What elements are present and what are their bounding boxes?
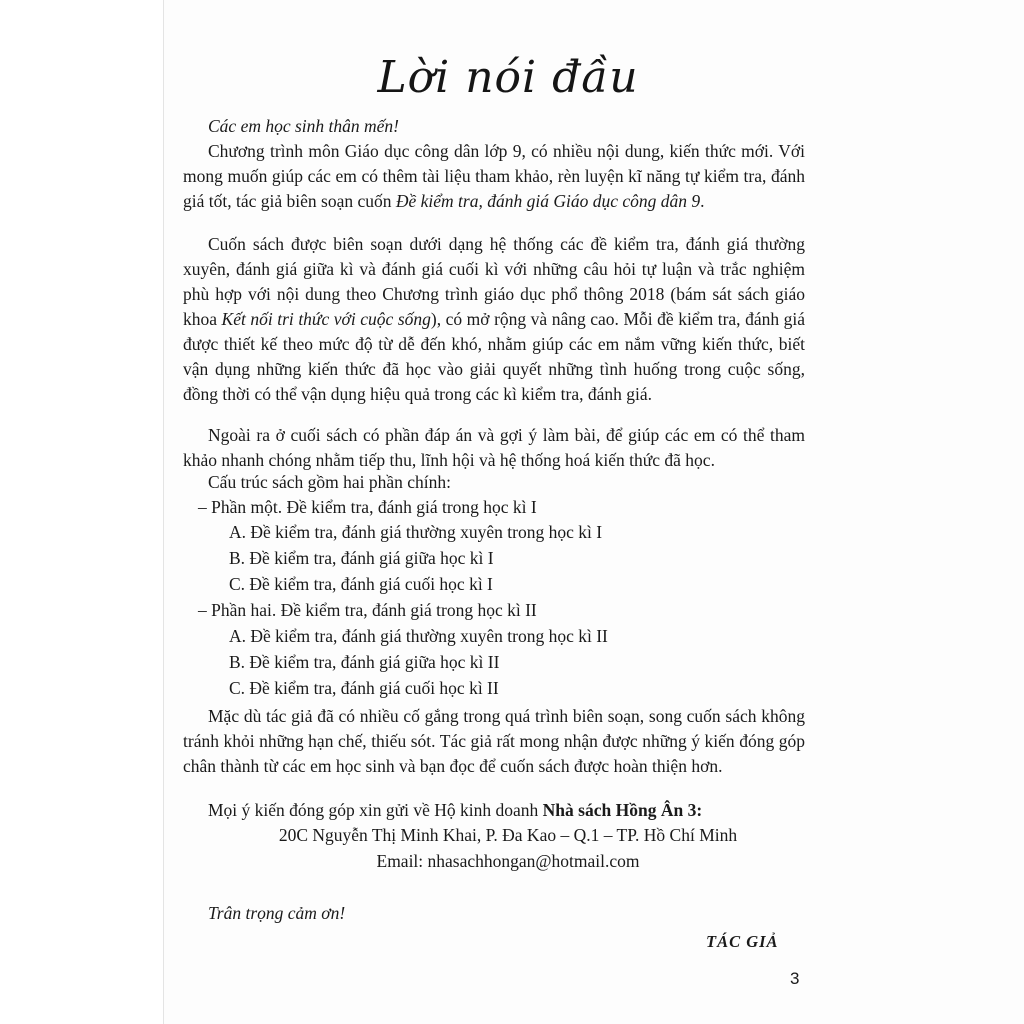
paragraph-description-rest: ), có mở rộng và nâng cao. Mỗi đề kiểm tra, đánh giá được thiết kế theo mức độ từ dễ đến khó, nhằm giúp các em nắm vững kiến thức, biết vận dụng những kiến thức đã học vào giải quyết những tình huống trong cuộc sống, đồng thời có thể vận dụng hiệu quả trong các kì kiểm tra, đánh giá. (183, 309, 805, 404)
part-one-item: C. Đề kiểm tra, đánh giá cuối học kì I (229, 574, 493, 594)
contact-line (208, 800, 702, 821)
series-title: Kết nối tri thức với cuộc sống (221, 309, 431, 329)
part-one-heading: – Phần một. Đề kiểm tra, đánh giá trong học kì I (198, 497, 537, 517)
paragraph-description-text: Cuốn sách được biên soạn dưới dạng hệ thống các đề kiểm tra, đánh giá thường xuyên, đánh giá giữa kì và đánh giá cuối kì với những câu hỏi tự luận và trắc nghiệm phù hợp với nội dung theo Chương trình giáo dục phổ thông 2018 (bám sát sách giáo khoa (183, 234, 805, 329)
closing-line: Trân trọng cảm ơn! (208, 903, 346, 923)
paragraph-acknowledgement: Mặc dù tác giả đã có nhiều cố gắng trong quá trình biên soạn, song cuốn sách không tránh khỏi những hạn chế, thiếu sót. Tác giả rất mong nhận được những ý kiến đóng góp chân thành từ các em học sinh và bạn đọc để cuốn sách được hoàn thiện hơn. (183, 706, 805, 776)
part-two-heading: – Phần hai. Đề kiểm tra, đánh giá trong học kì II (198, 600, 537, 620)
paragraph-answers: Ngoài ra ở cuối sách có phần đáp án và gợi ý làm bài, để giúp các em có thể tham khảo nhanh chóng nhằm tiếp thu, lĩnh hội và hệ thống hoá kiến thức đã học. (183, 425, 805, 470)
publisher-name: Nhà sách Hồng Ân 3 (542, 800, 697, 820)
greeting: Các em học sinh thân mến! (208, 116, 400, 136)
part-two-item: C. Đề kiểm tra, đánh giá cuối học kì II (229, 678, 499, 698)
page-title: Lời nói đầu (377, 52, 639, 103)
publisher-address: 20C Nguyễn Thị Minh Khai, P. Đa Kao – Q.1 – TP. Hồ Chí Minh (278, 825, 738, 845)
paragraph-intro-end: . (700, 191, 705, 211)
book-title: Đề kiểm tra, đánh giá Giáo dục công dân 9 (395, 191, 701, 211)
paragraph-description (183, 232, 805, 407)
part-one-item: B. Đề kiểm tra, đánh giá giữa học kì I (229, 548, 494, 568)
page-number: 3 (790, 969, 800, 988)
part-two-item: B. Đề kiểm tra, đánh giá giữa học kì II (229, 652, 500, 672)
structure-intro: Cấu trúc sách gồm hai phần chính: (208, 472, 451, 492)
publisher-email: Email: nhasachhongan@hotmail.com (376, 851, 640, 871)
contact-colon: : (696, 800, 703, 820)
contact-intro: Mọi ý kiến đóng góp xin gửi về Hộ kinh doanh (208, 800, 543, 820)
paragraph-intro-text: Chương trình môn Giáo dục công dân lớp 9, có nhiều nội dung, kiến thức mới. Với mong muốn giúp các em có thêm tài liệu tham khảo, rèn luyện kĩ năng tự kiểm tra, đánh giá tốt, tác giả biên soạn cuốn (183, 141, 805, 211)
part-two-item: A. Đề kiểm tra, đánh giá thường xuyên trong học kì II (229, 626, 608, 646)
paragraph-intro (183, 139, 805, 214)
author-signature: TÁC GIẢ (706, 932, 779, 951)
part-one-item: A. Đề kiểm tra, đánh giá thường xuyên trong học kì I (229, 522, 603, 542)
